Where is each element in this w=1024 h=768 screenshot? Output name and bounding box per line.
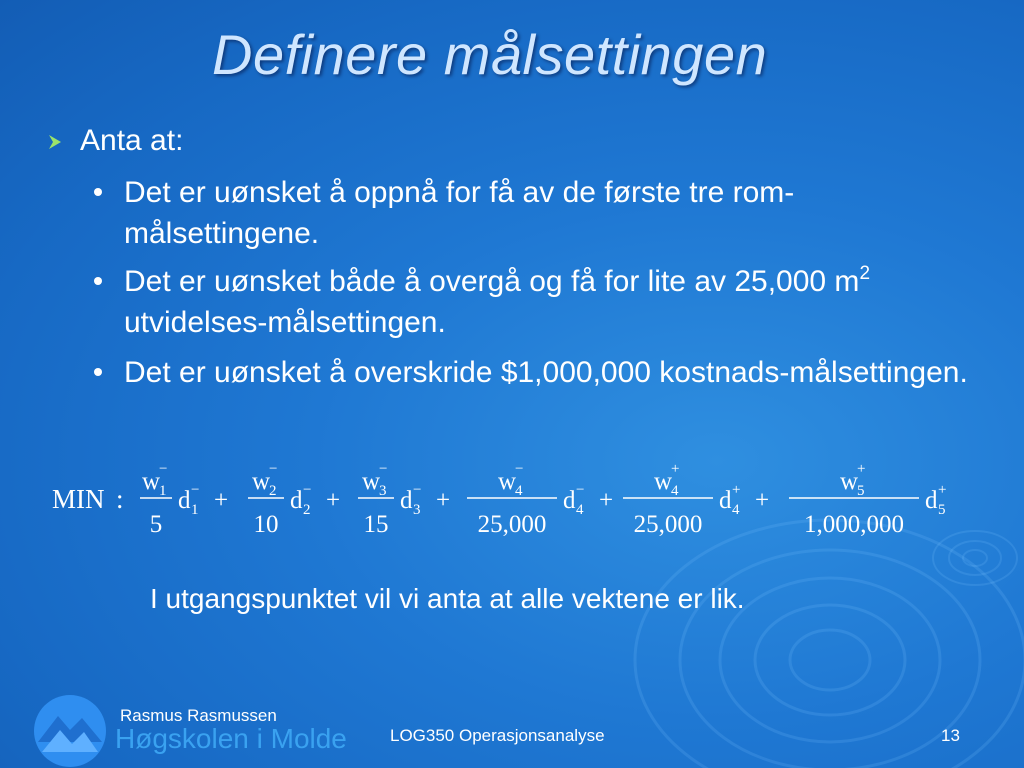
weight-symbol: w [498, 468, 517, 495]
bullet-dot-icon [94, 277, 102, 285]
bullet-dot-icon [94, 188, 102, 196]
formula-colon: : [116, 484, 124, 514]
weight-sign: − [515, 461, 524, 477]
note-text: I utgangspunktet vil vi anta at alle vektene er lik. [150, 583, 745, 614]
weight-symbol: w [252, 468, 271, 495]
unit-superscript: 2 [859, 263, 871, 284]
weight-sign: − [159, 461, 168, 477]
fraction-denominator: 10 [253, 511, 279, 538]
plus-operator: + [326, 487, 341, 514]
arrow-bullet-icon [46, 133, 64, 151]
weight-index: 4 [671, 483, 679, 499]
weight-index: 1 [159, 483, 167, 499]
deviation-symbol: d [290, 487, 303, 514]
fraction-denominator: 1,000,000 [804, 511, 904, 538]
footer-page-number: 13 [941, 726, 960, 745]
plus-operator: + [599, 487, 614, 514]
deviation-index: 4 [576, 502, 584, 518]
deviation-index: 2 [303, 502, 311, 518]
weight-index: 4 [515, 483, 523, 499]
bullet-dot-icon [94, 368, 102, 376]
weight-sign: + [857, 461, 866, 477]
bullet-text [124, 261, 984, 343]
plus-operator: + [755, 487, 770, 514]
fraction-denominator: 5 [149, 511, 163, 538]
deviation-symbol: d [925, 487, 938, 514]
deviation-index: 5 [938, 502, 946, 518]
bullet-text-part1: Det er uønsket både å overgå og få for lite av 25,000 m [124, 265, 860, 298]
weight-sign: − [379, 461, 388, 477]
fraction-denominator: 15 [363, 511, 389, 538]
weight-sign: − [269, 461, 278, 477]
footer-school: Høgskolen i Molde [115, 723, 347, 754]
weight-index: 3 [379, 483, 387, 499]
fraction-denominator: 25,000 [633, 511, 703, 538]
footer-author: Rasmus Rasmussen [120, 706, 277, 725]
deviation-sign: + [732, 482, 741, 498]
deviation-index: 4 [732, 502, 740, 518]
fraction-denominator: 25,000 [477, 511, 547, 538]
school-logo-icon [30, 694, 110, 768]
deviation-sign: − [413, 482, 422, 498]
deviation-symbol: d [563, 487, 576, 514]
bullet-text-part2: utvidelses-målsettingen. [124, 306, 446, 339]
weight-symbol: w [840, 468, 859, 495]
deviation-index: 3 [413, 502, 421, 518]
footer-course: LOG350 Operasjonsanalyse [390, 726, 605, 745]
weight-symbol: w [654, 468, 673, 495]
deviation-symbol: d [719, 487, 732, 514]
weight-index: 5 [857, 483, 865, 499]
objective-formula [50, 455, 950, 545]
deviation-sign: − [576, 482, 585, 498]
weight-symbol: w [142, 468, 161, 495]
bullet-text: Det er uønsket å oppnå for få av de første tre rom-målsettingene. [124, 176, 795, 250]
plus-operator: + [436, 487, 451, 514]
bullet-text: Det er uønsket å overskride $1,000,000 kostnads-målsettingen. [124, 356, 968, 389]
bullet-level1-text: Anta at: [80, 124, 184, 157]
weight-sign: + [671, 461, 680, 477]
slide-title: Definere målsettingen [212, 23, 768, 86]
deviation-sign: − [191, 482, 200, 498]
deviation-index: 1 [191, 502, 199, 518]
weight-index: 2 [269, 483, 277, 499]
plus-operator: + [214, 487, 229, 514]
weight-symbol: w [362, 468, 381, 495]
deviation-sign: − [303, 482, 312, 498]
deviation-symbol: d [400, 487, 413, 514]
formula-min-label: MIN [52, 484, 105, 514]
deviation-symbol: d [178, 487, 191, 514]
deviation-sign: + [938, 482, 947, 498]
